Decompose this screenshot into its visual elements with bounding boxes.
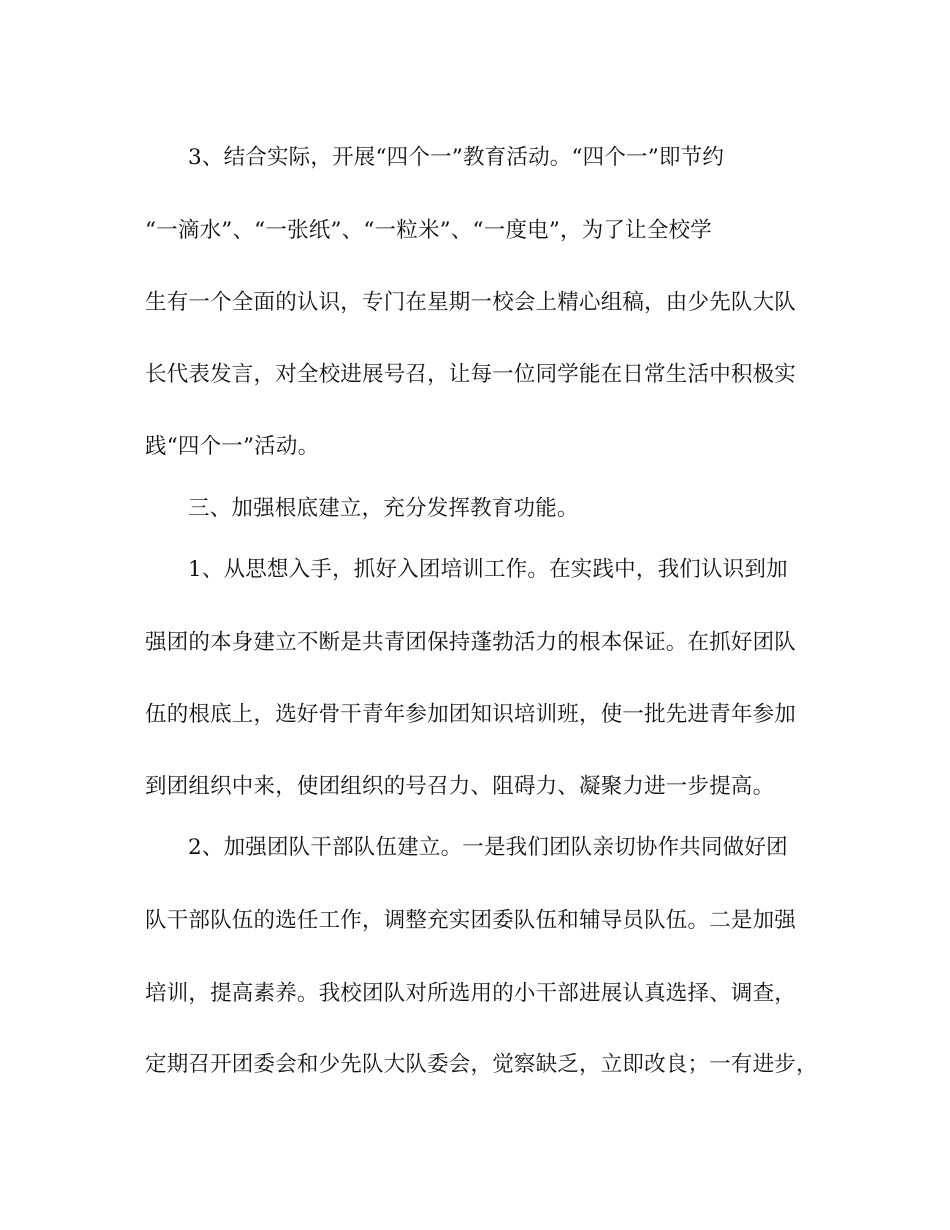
paragraph-line: 定期召开团委会和少先队大队委会，觉察缺乏，立即改良；一有进步， [145, 1052, 818, 1077]
paragraph-line: 伍的根底上，选好骨干青年参加团知识培训班，使一批先进青年参加 [145, 702, 797, 727]
paragraph-line: 队干部队伍的选任工作，调整充实团委队伍和辅导员队伍。二是加强 [145, 908, 797, 933]
paragraph-line: 3、结合实际，开展“四个一”教育活动。“四个一”即节约 [188, 145, 725, 170]
paragraph-line: 2、加强团队干部队伍建立。一是我们团队亲切协作共同做好团 [188, 835, 788, 860]
section-heading: 三、加强根底建立，充分发挥教育功能。 [188, 496, 579, 521]
paragraph-line: 到团组织中来，使团组织的号召力、阻碍力、凝聚力进一步提高。 [145, 774, 775, 799]
paragraph-line: 1、从思想入手，抓好入团培训工作。在实践中，我们认识到加 [188, 557, 788, 582]
paragraph-line: 践“四个一”活动。 [145, 434, 320, 459]
paragraph-line: “一滴水”、“一张纸”、“一粒米”、“一度电”，为了让全校学 [145, 218, 712, 243]
paragraph-line: 培训，提高素养。我校团队对所选用的小干部进展认真选择、调查， [145, 981, 797, 1006]
paragraph-line: 长代表发言，对全校进展号召，让每一位同学能在日常生活中积极实 [145, 362, 797, 387]
paragraph-line: 强团的本身建立不断是共青团保持蓬勃活力的根本保证。在抓好团队 [145, 630, 797, 655]
paragraph-line: 生有一个全面的认识，专门在星期一校会上精心组稿，由少先队大队 [145, 290, 797, 315]
